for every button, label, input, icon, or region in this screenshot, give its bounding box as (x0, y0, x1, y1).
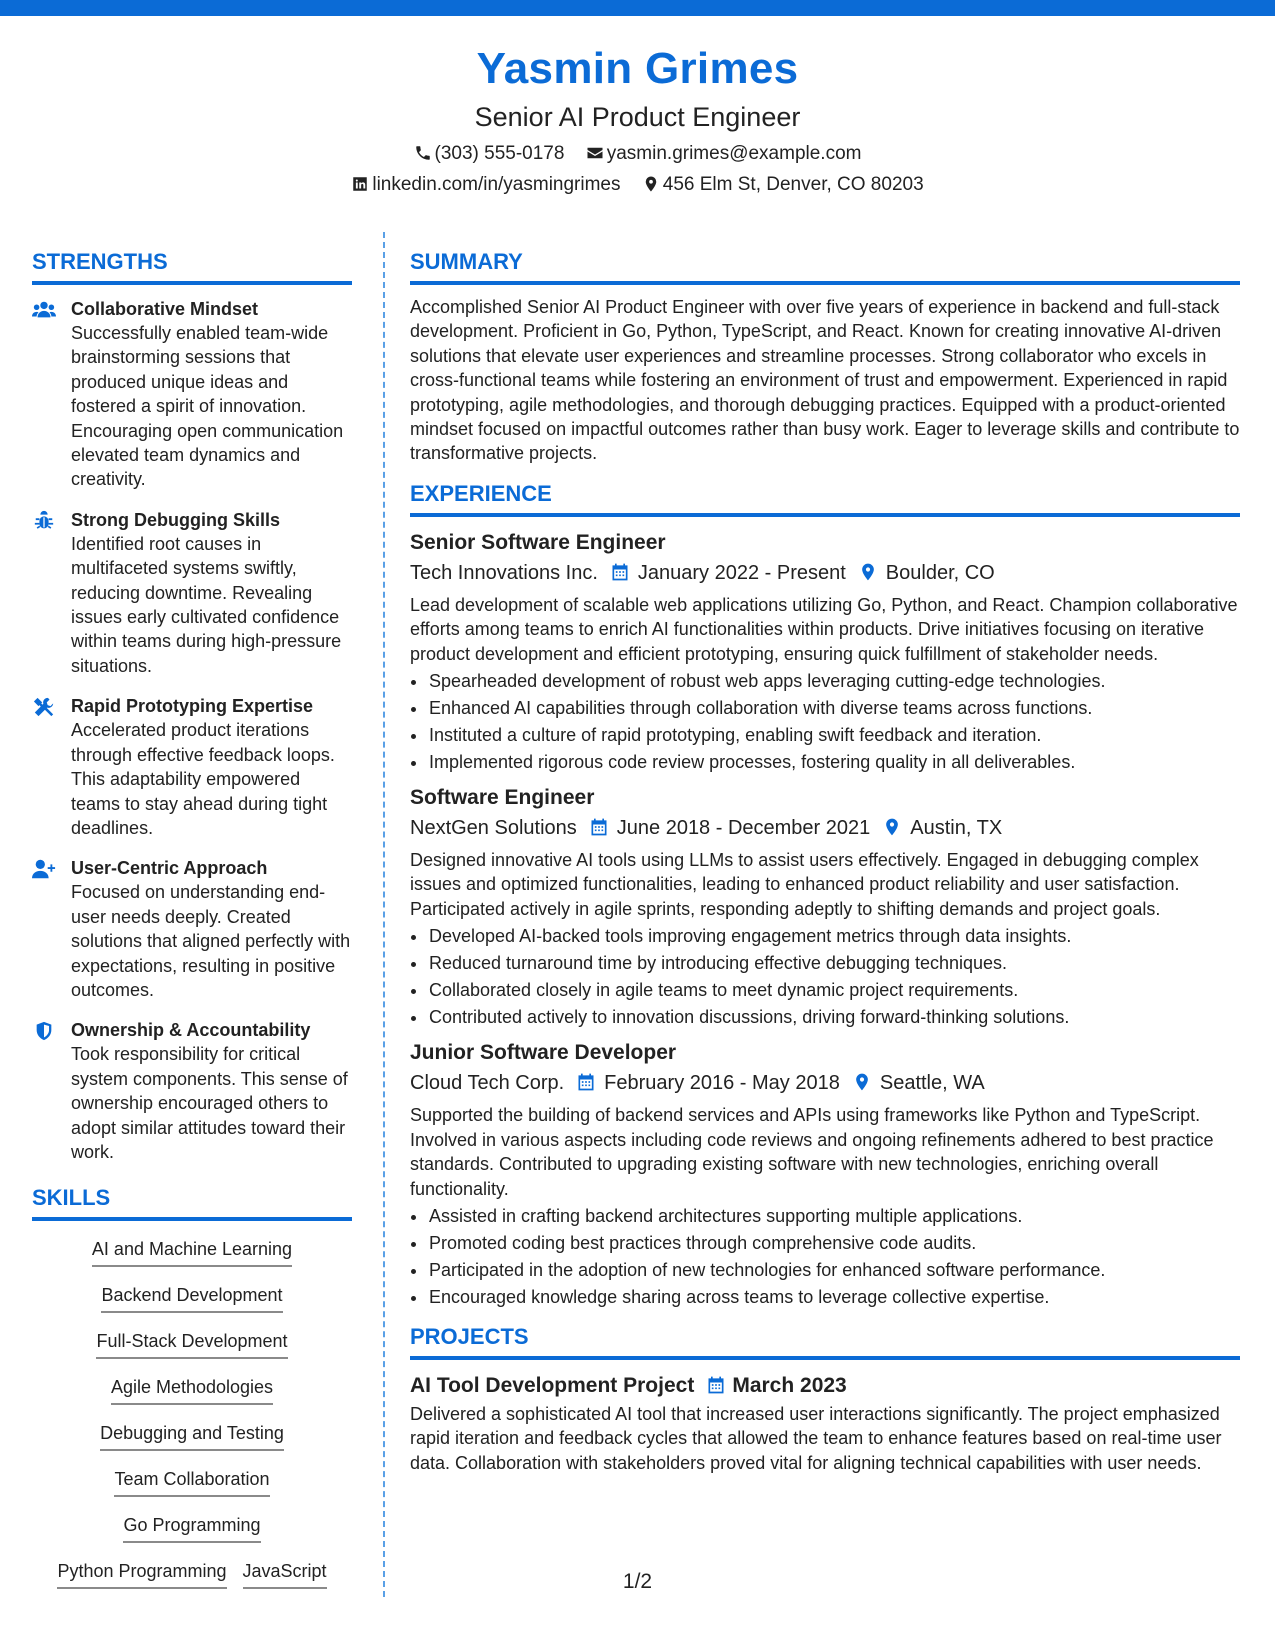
strength-item (32, 856, 352, 1002)
contact-address (642, 173, 924, 197)
skill-tag: JavaScript (243, 1559, 327, 1589)
job-dates: June 2018 - December 2021 (616, 817, 871, 840)
right-column (410, 248, 1240, 1475)
page-number: 1/2 (622, 1570, 653, 1593)
strength-item (32, 694, 352, 840)
candidate-name: Yasmin Grimes (476, 44, 799, 93)
job-company: Tech Innovations Inc. (410, 561, 598, 584)
map-pin-icon (882, 817, 902, 837)
top-accent-bar (0, 0, 1275, 16)
users-icon (32, 299, 56, 321)
job-meta (410, 1069, 1240, 1097)
list-item: • Collaborated closely in agile teams to meet dynamic project requirements. (428, 977, 1240, 1004)
linkedin-text: linkedin.com/in/yasmingrimes (372, 174, 621, 195)
contact-line-2 (0, 173, 1275, 197)
calendar-icon (706, 1375, 726, 1395)
skill-tag: Backend Development (101, 1283, 282, 1313)
strength-item (32, 1018, 352, 1164)
job-meta (410, 559, 1240, 587)
job-entry (410, 784, 1240, 1031)
list-item: • Encouraged knowledge sharing across teams to leverage collective expertise. (428, 1284, 1240, 1311)
column-divider (383, 232, 385, 1597)
list-item: • Implemented rigorous code review processes, fostering quality in all deliverables. (428, 749, 1240, 776)
project-desc: Delivered a sophisticated AI tool that increased user interactions significantly. The project emphasized rapid iteration and feedback cycles that allowed the team to enhance features based on real-time user data. Collaboration with stakeholders proved vital for aligning technical capabilities with user needs. (410, 1403, 1222, 1473)
tools-icon (32, 696, 56, 718)
contact-email[interactable] (586, 142, 862, 166)
strength-desc: Identified root causes in multifaceted systems swiftly, reducing downtime. Revealing issues early cultivated confidence within teams during high-pressure situations. (71, 533, 342, 676)
job-dates: February 2016 - May 2018 (604, 1072, 840, 1095)
job-bullets (410, 923, 1240, 1031)
skill-tag: Agile Methodologies (111, 1375, 273, 1405)
skill-tag: AI and Machine Learning (92, 1237, 292, 1267)
job-title: Junior Software Developer (410, 1041, 677, 1065)
contact-phone (414, 142, 565, 166)
list-item: • Spearheaded development of robust web apps leveraging cutting-edge technologies. (428, 668, 1240, 695)
phone-text: (303) 555-0178 (434, 143, 565, 164)
job-dates: January 2022 - Present (637, 561, 846, 584)
job-title: Senior Software Engineer (410, 530, 666, 554)
linkedin-icon (351, 175, 369, 193)
project-title-line (410, 1372, 1240, 1400)
skill-tag: Go Programming (123, 1513, 260, 1543)
strength-desc: Accelerated product iterations through effective feedback loops. This adaptability empowered teams to stay ahead during tight deadlines. (71, 720, 335, 838)
job-bullets (410, 1203, 1240, 1311)
summary-heading: SUMMARY (410, 248, 1240, 285)
list-item: • Assisted in crafting backend architectures supporting multiple applications. (428, 1203, 1240, 1230)
project-date: March 2023 (732, 1373, 847, 1397)
skill-tag: Full-Stack Development (96, 1329, 287, 1359)
strength-title: Ownership & Accountability (71, 1020, 311, 1041)
calendar-icon (589, 817, 609, 837)
strength-title: Strong Debugging Skills (71, 509, 281, 530)
job-entry (410, 529, 1240, 776)
strengths-heading: STRENGTHS (32, 248, 352, 285)
job-entry (410, 1039, 1240, 1311)
strength-desc: Took responsibility for critical system components. This sense of ownership encouraged others to adopt similar attitudes toward their work. (71, 1044, 348, 1162)
skill-tag: Team Collaboration (114, 1467, 269, 1497)
resume-header (0, 40, 1275, 197)
phone-icon (414, 144, 432, 162)
skill-tag: Python Programming (57, 1559, 226, 1589)
list-item: • Reduced turnaround time by introducing effective debugging techniques. (428, 950, 1240, 977)
job-company: Cloud Tech Corp. (410, 1072, 565, 1095)
user-plus-icon (32, 858, 56, 880)
contact-line-1 (0, 142, 1275, 166)
list-item: • Promoted coding best practices through comprehensive code audits. (428, 1230, 1240, 1257)
job-desc: Supported the building of backend services and APIs using frameworks like Python and TypeScript. Involved in various aspects including code reviews and ongoing refinements adhered to best practice standards. Contributed to upgrading existing software with new technologies, enriching overall functionality. (410, 1105, 1214, 1199)
job-company: NextGen Solutions (410, 817, 577, 840)
calendar-icon (610, 562, 630, 582)
map-pin-icon (642, 175, 660, 193)
contact-linkedin[interactable] (351, 173, 620, 197)
job-desc: Designed innovative AI tools using LLMs to assist users effectively. Engaged in debugging complex issues and optimized functionalities, leading to enhanced product reliability and user satisfaction. Participated actively in agile sprints, responding adeptly to shifting demands and project goals. (410, 850, 1199, 919)
job-location: Seattle, WA (879, 1072, 985, 1095)
job-bullets (410, 668, 1240, 776)
job-desc: Lead development of scalable web applications utilizing Go, Python, and React. Champion collaborative efforts among teams to enrich AI functionalities within products. Drive initiatives focusing on iterative product development and efficient prototyping, ensuring quick fulfillment of stakeholder needs. (410, 594, 1238, 664)
experience-heading: EXPERIENCE (410, 480, 1240, 517)
candidate-role: Senior AI Product Engineer (474, 102, 801, 132)
skills-heading: SKILLS (32, 1184, 352, 1221)
job-location: Boulder, CO (885, 561, 995, 584)
list-item: • Enhanced AI capabilities through collaboration with diverse teams across functions. (428, 695, 1240, 722)
strength-item (32, 297, 352, 492)
email-text: yasmin.grimes@example.com (606, 143, 862, 164)
summary-text: Accomplished Senior AI Product Engineer with over five years of experience in backend and full-stack development. Proficient in Go, Python, TypeScript, and React. Known for creating innovative AI-driven solutions that elevate user experiences and streamline processes. Strong collaborator who excels in cross-functional teams while fostering an environment of trust and empowerment. Experienced in rapid prototyping, agile methodologies, and thorough debugging practices. Equipped with a product-oriented mindset focused on impactful outcomes rather than busy work. Eager to leverage skills and contribute to transformative projects. (410, 297, 1240, 464)
address-text: 456 Elm St, Denver, CO 80203 (662, 174, 924, 195)
strength-item (32, 508, 352, 678)
shield-icon (32, 1020, 56, 1042)
list-item: • Contributed actively to innovation discussions, driving forward-thinking solutions. (428, 1004, 1240, 1031)
list-item: • Developed AI-backed tools improving engagement metrics through data insights. (428, 923, 1240, 950)
project-entry (410, 1372, 1240, 1475)
bug-icon (32, 510, 56, 532)
calendar-icon (576, 1072, 596, 1092)
map-pin-icon (858, 562, 878, 582)
envelope-icon (586, 144, 604, 162)
strength-title: Collaborative Mindset (71, 299, 259, 319)
skill-tag: Debugging and Testing (100, 1421, 284, 1451)
job-title: Software Engineer (410, 786, 595, 810)
job-meta (410, 814, 1240, 842)
projects-heading: PROJECTS (410, 1323, 1240, 1360)
skills-list (32, 1235, 352, 1605)
job-location: Austin, TX (910, 817, 1003, 840)
strength-desc: Focused on understanding end-user needs deeply. Created solutions that aligned perfectly with expectations, resulting in positive outcomes. (71, 882, 351, 1000)
strength-title: Rapid Prototyping Expertise (71, 696, 314, 717)
list-item: • Participated in the adoption of new technologies for enhanced software performance. (428, 1257, 1240, 1284)
list-item: • Instituted a culture of rapid prototyping, enabling swift feedback and iteration. (428, 722, 1240, 749)
strength-title: User-Centric Approach (71, 858, 268, 879)
map-pin-icon (852, 1072, 872, 1092)
strength-desc: Successfully enabled team-wide brainstorming sessions that produced unique ideas and fostered a spirit of innovation. Encouraging open communication elevated team dynamics and creativity. (71, 323, 344, 490)
project-title: AI Tool Development Project (410, 1373, 695, 1397)
left-column (32, 248, 352, 1605)
